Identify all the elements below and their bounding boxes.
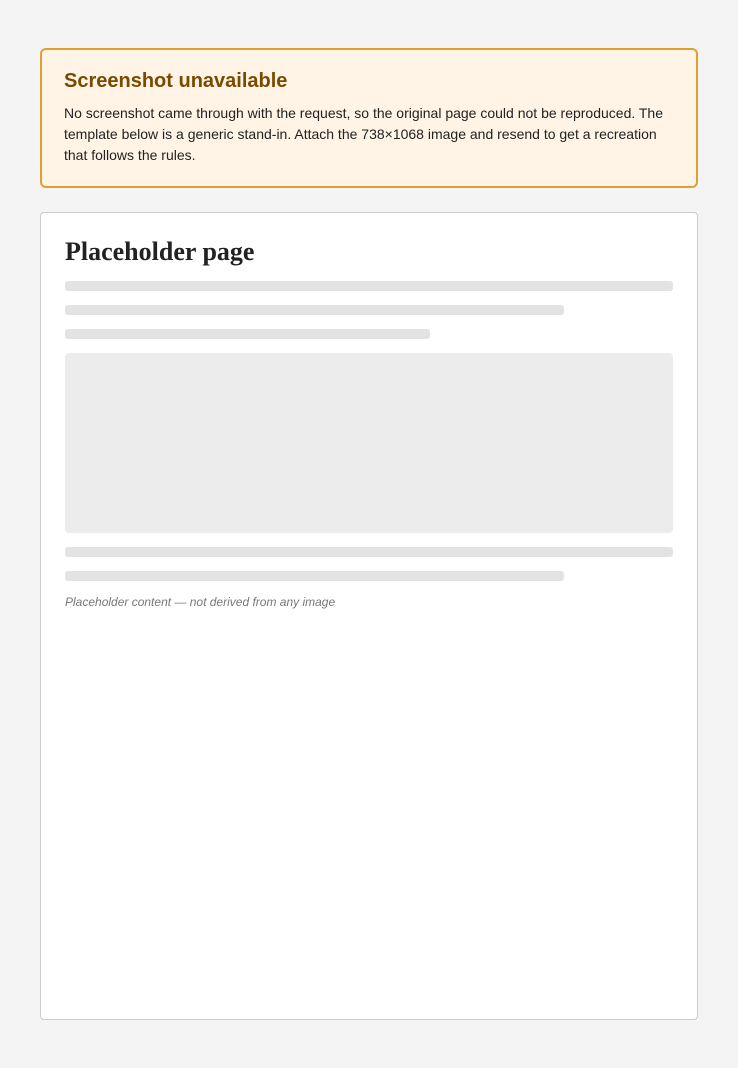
placeholder-image-block: [65, 353, 673, 533]
notice-body: No screenshot came through with the request, so the original page could not be reproduced. The template below is a generic stand-in. Attach the 738×1068 image and resend to get a recreation that follows the rules.: [64, 105, 664, 163]
placeholder-line: [65, 305, 564, 315]
placeholder-caption: Placeholder content — not derived from any image: [65, 595, 336, 609]
placeholder-heading: Placeholder page: [65, 237, 255, 266]
placeholder-line: [65, 547, 673, 557]
placeholder-page: [40, 212, 698, 1020]
notice-title: Screenshot unavailable: [64, 70, 288, 92]
missing-image-notice: [40, 48, 698, 188]
placeholder-line: [65, 571, 564, 581]
placeholder-line: [65, 281, 673, 291]
placeholder-line: [65, 329, 430, 339]
